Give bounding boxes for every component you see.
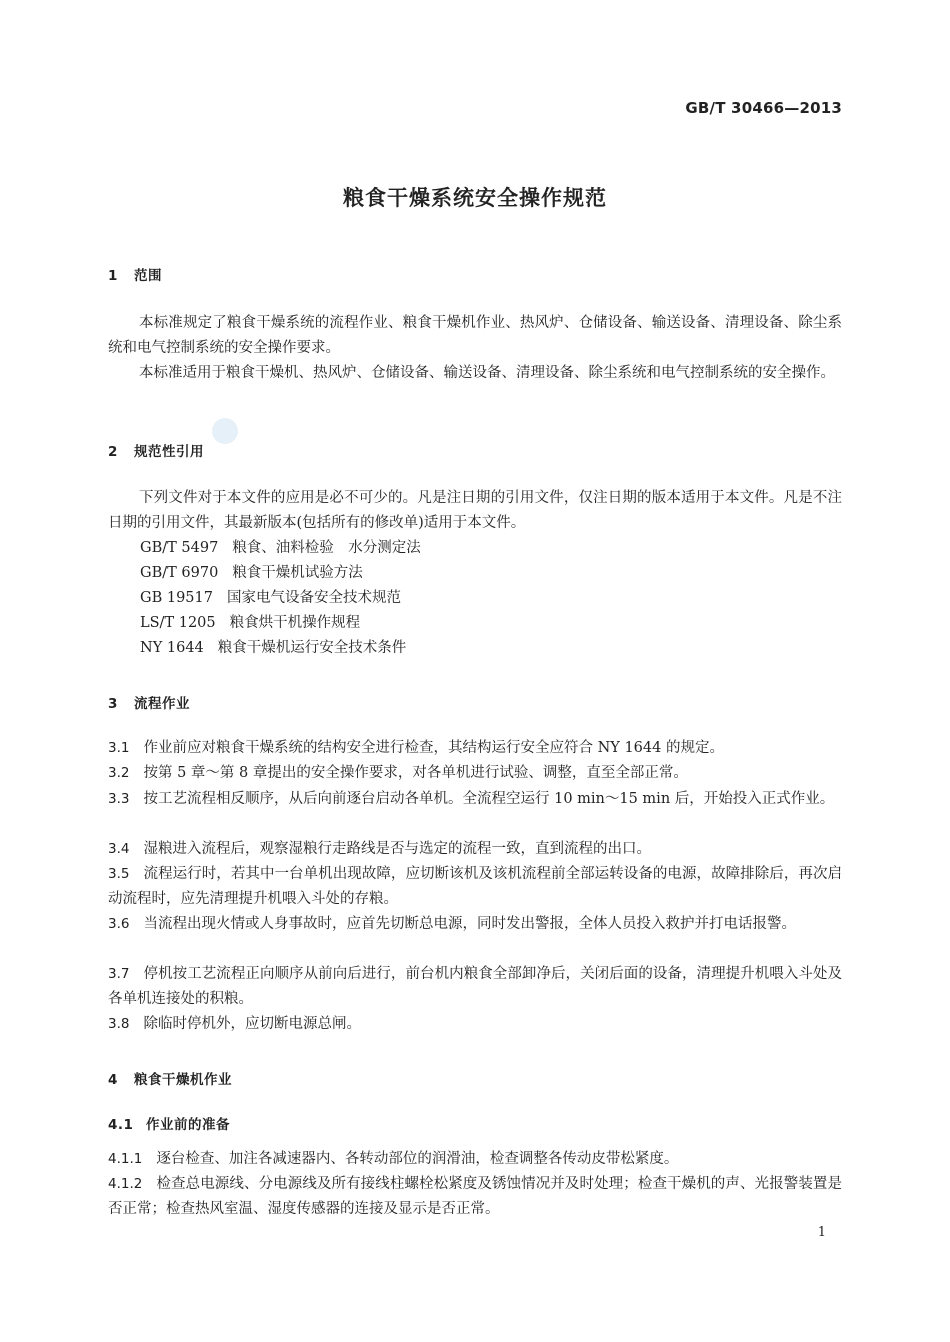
clause <box>108 1012 842 1037</box>
clause <box>108 837 842 862</box>
paragraph: 本标准适用于粮食干燥机、热风炉、仓储设备、输送设备、清理设备、除尘系统和电气控制系统的安全操作。 <box>139 365 835 381</box>
page-title: 粮食干燥系统安全操作规范 <box>343 186 607 210</box>
clause-number: 3.4 <box>108 841 130 857</box>
reference-item <box>140 611 360 636</box>
clause-text: 按第 5 章～第 8 章提出的安全操作要求，对各单机进行试验、调整，直至全部正常。 <box>143 765 688 781</box>
section-title: 规范性引用 <box>134 444 204 460</box>
section-number: 1 <box>108 268 118 284</box>
clause-text: 按工艺流程相反顺序，从后向前逐台启动各单机。全流程空运行 10 min～15 min 后，开始投入正式作业。 <box>143 791 835 807</box>
clause-number: 3.3 <box>108 791 130 807</box>
clause-number: 4.1.1 <box>108 1151 143 1167</box>
paragraph: 本标准规定了粮食干燥系统的流程作业、粮食干燥机作业、热风炉、仓储设备、输送设备、清理设备、除尘系统和电气控制系统的安全操作要求。 <box>108 315 842 356</box>
page-number: 1 <box>817 1225 826 1240</box>
section-number: 2 <box>108 444 118 460</box>
clause <box>108 1172 842 1222</box>
reference-code: LS/T 1205 <box>140 615 216 631</box>
section-heading-3 <box>108 692 190 712</box>
clause-text: 湿粮进入流程后，观察湿粮行走路线是否与选定的流程一致，直到流程的出口。 <box>143 841 651 857</box>
clause-number: 3.7 <box>108 966 130 982</box>
clause-text: 停机按工艺流程正向顺序从前向后进行，前台机内粮食全部卸净后，关闭后面的设备，清理提升机喂入斗处及各单机连接处的积粮。 <box>108 966 842 1007</box>
reference-title: 粮食干燥机试验方法 <box>232 565 363 581</box>
reference-code: NY 1644 <box>140 640 204 656</box>
reference-code: GB 19517 <box>140 590 213 606</box>
clause-number: 3.6 <box>108 916 130 932</box>
section-title: 范围 <box>134 268 162 284</box>
clause-number: 3.1 <box>108 740 130 756</box>
subsection-title: 作业前的准备 <box>146 1117 230 1133</box>
subsection-heading <box>108 1113 230 1133</box>
reference-code: GB/T 6970 <box>140 565 219 581</box>
reference-title: 粮食干燥机运行安全技术条件 <box>217 640 407 656</box>
section-title: 粮食干燥机作业 <box>134 1072 232 1088</box>
clause <box>108 1147 842 1172</box>
section-number: 4 <box>108 1072 118 1088</box>
section-heading-4 <box>108 1068 232 1088</box>
clause <box>108 787 842 812</box>
clause <box>108 761 842 786</box>
clause-number: 3.2 <box>108 765 130 781</box>
clause <box>108 736 842 761</box>
reference-title: 粮食、油料检验 水分测定法 <box>232 540 421 556</box>
clause-text: 当流程出现火情或人身事故时，应首先切断总电源，同时发出警报，全体人员投入救护并打电话报警。 <box>143 916 796 932</box>
section-heading-2 <box>108 440 204 460</box>
reference-item <box>140 636 406 661</box>
clause-number: 3.5 <box>108 866 130 882</box>
clause <box>108 962 842 1012</box>
reference-item <box>140 586 401 611</box>
clause <box>108 912 842 937</box>
reference-title: 国家电气设备安全技术规范 <box>226 590 401 606</box>
clause-text: 逐台检查、加注各减速器内、各转动部位的润滑油，检查调整各传动皮带松紧度。 <box>156 1151 679 1167</box>
clause-text: 流程运行时，若其中一台单机出现故障，应切断该机及该机流程前全部运转设备的电源，故障排除后，再次启动流程时，应先清理提升机喂入斗处的存粮。 <box>108 866 842 907</box>
section-title: 流程作业 <box>134 696 190 712</box>
clause-text: 除临时停机外，应切断电源总闸。 <box>143 1016 361 1032</box>
reference-item <box>140 561 363 586</box>
subsection-number: 4.1 <box>108 1117 134 1133</box>
clause-text: 检查总电源线、分电源线及所有接线柱螺栓松紧度及锈蚀情况并及时处理；检查干燥机的声、光报警装置是否正常；检查热风室温、湿度传感器的连接及显示是否正常。 <box>108 1176 842 1217</box>
section-number: 3 <box>108 696 118 712</box>
watermark-stamp <box>212 418 238 444</box>
section-heading-1 <box>108 264 162 284</box>
paragraph: 下列文件对于本文件的应用是必不可少的。凡是注日期的引用文件，仅注日期的版本适用于本文件。凡是不注日期的引用文件，其最新版本(包括所有的修改单)适用于本文件。 <box>108 490 842 531</box>
clause-text: 作业前应对粮食干燥系统的结构安全进行检查，其结构运行安全应符合 NY 1644 的规定。 <box>143 740 724 756</box>
reference-code: GB/T 5497 <box>140 540 219 556</box>
clause-number: 3.8 <box>108 1016 130 1032</box>
clause <box>108 862 842 912</box>
document-number: GB/T 30466—2013 <box>685 99 842 117</box>
clause-number: 4.1.2 <box>108 1176 143 1192</box>
reference-title: 粮食烘干机操作规程 <box>229 615 361 631</box>
reference-item <box>140 536 421 561</box>
